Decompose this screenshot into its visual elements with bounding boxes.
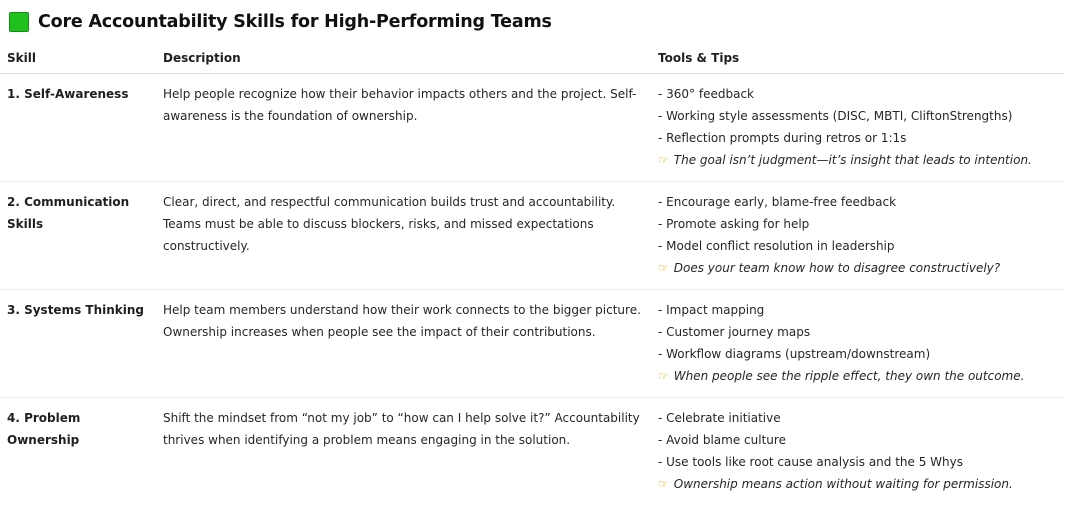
tool-item: - Impact mapping bbox=[658, 303, 765, 317]
pointing-hand-icon: ☞ bbox=[658, 369, 669, 383]
tip-text: The goal isn’t judgment—it’s insight that leads to intention. bbox=[673, 153, 1032, 167]
tool-item: - Customer journey maps bbox=[658, 325, 811, 339]
tool-item: - Workflow diagrams (upstream/downstream) bbox=[658, 347, 931, 361]
tip-text: Does your team know how to disagree constructively? bbox=[673, 261, 1001, 275]
table-row bbox=[0, 398, 1064, 506]
skill-cell: 3. Systems Thinking bbox=[0, 290, 156, 398]
tools-cell bbox=[651, 182, 1064, 290]
column-header-tools-tips: Tools & Tips bbox=[651, 43, 1064, 74]
tool-item: - 360° feedback bbox=[658, 87, 754, 101]
tool-item: - Model conflict resolution in leadership bbox=[658, 239, 895, 253]
skill-cell: 1. Self-Awareness bbox=[0, 74, 156, 182]
column-header-skill: Skill bbox=[0, 43, 156, 74]
page-title-row bbox=[9, 11, 552, 33]
skill-cell: 4. Problem Ownership bbox=[7, 411, 81, 447]
page-title: Core Accountability Skills for High-Performing Teams bbox=[38, 12, 552, 32]
pointing-hand-icon: ☞ bbox=[658, 477, 669, 491]
tip-line bbox=[658, 473, 1056, 495]
description-cell: Shift the mindset from “not my job” to “how can I help solve it?” Accountability thrives when identifying a problem means engaging in the solution. bbox=[163, 411, 640, 447]
tool-item: - Use tools like root cause analysis and the 5 Whys bbox=[658, 455, 964, 469]
pointing-hand-icon: ☞ bbox=[658, 153, 669, 167]
tools-cell bbox=[651, 398, 1064, 506]
description-cell: Help team members understand how their work connects to the bigger picture. Ownership increases when people see the impact of their contributions. bbox=[156, 290, 651, 398]
green-square-icon bbox=[9, 12, 29, 32]
tip-text: When people see the ripple effect, they own the outcome. bbox=[673, 369, 1025, 383]
skills-table bbox=[0, 43, 1064, 506]
description-cell: Help people recognize how their behavior impacts others and the project. Self-awareness is the foundation of ownership. bbox=[156, 74, 651, 182]
tools-cell bbox=[651, 74, 1064, 182]
tip-line bbox=[658, 257, 1056, 279]
skill-cell: 2. Communication Skills bbox=[0, 182, 156, 290]
column-header-description: Description bbox=[156, 43, 651, 74]
tool-item: - Reflection prompts during retros or 1:1s bbox=[658, 131, 907, 145]
tools-cell bbox=[651, 290, 1064, 398]
tip-text: Ownership means action without waiting for permission. bbox=[673, 477, 1013, 491]
table-row bbox=[0, 182, 1064, 290]
table-row bbox=[0, 74, 1064, 182]
table-row bbox=[0, 290, 1064, 398]
table-header-row bbox=[0, 43, 1064, 74]
tool-item: - Promote asking for help bbox=[658, 217, 810, 231]
tool-item: - Celebrate initiative bbox=[658, 411, 781, 425]
tip-line bbox=[658, 149, 1056, 171]
description-cell: Clear, direct, and respectful communication builds trust and accountability. Teams must be able to discuss blockers, risks, and missed expectations constructively. bbox=[156, 182, 651, 290]
tip-line bbox=[658, 365, 1056, 387]
pointing-hand-icon: ☞ bbox=[658, 261, 669, 275]
tool-item: - Working style assessments (DISC, MBTI, CliftonStrengths) bbox=[658, 109, 1013, 123]
tool-item: - Encourage early, blame-free feedback bbox=[658, 195, 897, 209]
tool-item: - Avoid blame culture bbox=[658, 433, 786, 447]
